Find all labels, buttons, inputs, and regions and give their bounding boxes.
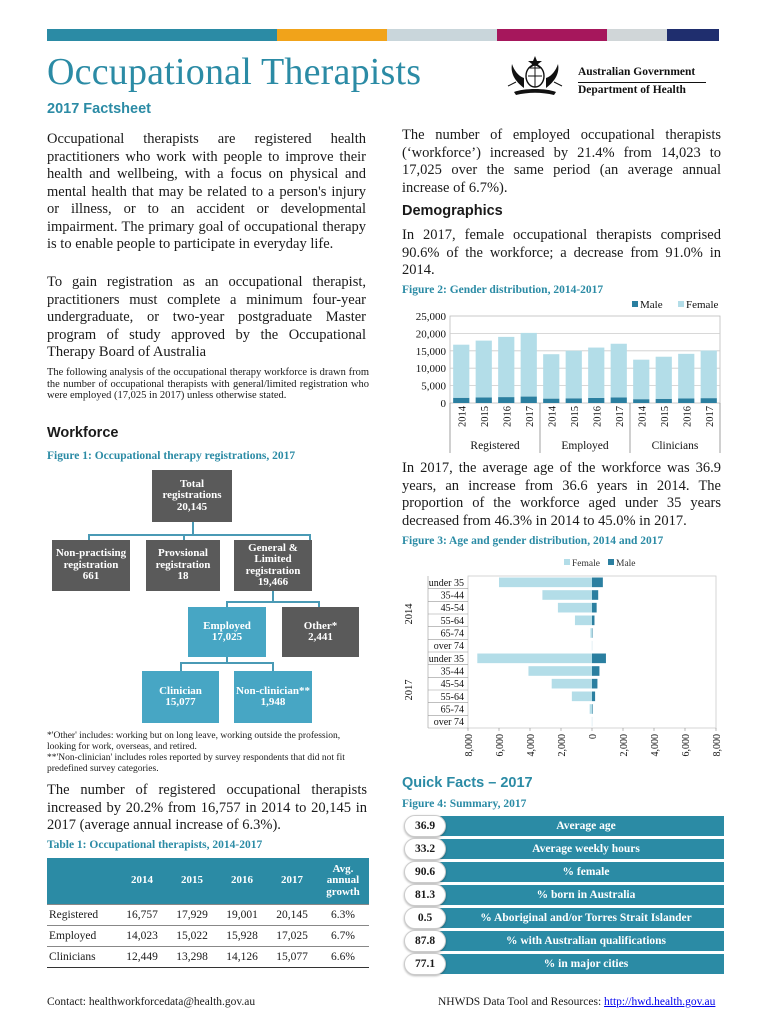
bar-male	[588, 398, 604, 403]
bar-male	[656, 399, 672, 403]
table-cell: 15,022	[167, 925, 217, 946]
group-label: Clinicians	[651, 440, 699, 452]
figure4-caption: Figure 4: Summary, 2017	[402, 798, 527, 810]
table-header: 2015	[167, 858, 217, 904]
quick-fact-row	[404, 885, 724, 905]
quick-facts-heading: Quick Facts – 2017	[402, 775, 533, 791]
table-cell: 15,928	[217, 925, 267, 946]
quick-fact-value: 90.6	[404, 861, 446, 883]
bar-female	[552, 679, 592, 689]
category-label: 55-64	[440, 615, 464, 627]
tree-total-registrations	[152, 470, 232, 522]
bar-male	[543, 399, 559, 403]
table-row	[47, 925, 369, 946]
group-label: 2017	[404, 679, 415, 701]
bar-male	[592, 666, 599, 676]
category-label: 55-64	[440, 691, 464, 703]
tree-note-nonclinician: **'Non-clinician' includes roles reported by survey respondents that did not fit predefined survey categories.	[47, 753, 345, 774]
tree-nonpractising-value: 661	[82, 570, 100, 583]
table-header-row	[47, 858, 369, 904]
y-tick-label: 25,000	[415, 311, 446, 323]
quick-fact-value: 33.2	[404, 838, 446, 860]
group-label: Employed	[561, 440, 609, 452]
quick-fact-row	[404, 931, 724, 951]
quick-fact-label: Average age	[438, 816, 724, 836]
table-cell: Employed	[47, 925, 117, 946]
table-cell: 6.3%	[317, 904, 369, 925]
x-tick-label: 2,000	[619, 734, 630, 757]
registered-paragraph: The number of registered occupational therapists increased by 20.2% from 16,757 in 2014 to 20,145 in 2017 (average annual increase of 6.3%).	[47, 782, 367, 833]
government-logo	[502, 52, 712, 98]
bar-female	[543, 354, 559, 398]
tree-nonclinician-label: Non-clinician**	[236, 684, 310, 697]
x-tick-label: 4,000	[650, 734, 661, 757]
category-label: 35-44	[440, 590, 464, 602]
bar-male	[592, 616, 594, 626]
tree-employed-label: Employed	[203, 619, 251, 632]
group-label: 2014	[404, 603, 415, 625]
bar-female	[528, 666, 592, 676]
bar-male	[476, 397, 492, 403]
bar-male	[592, 603, 597, 613]
table-row	[47, 904, 369, 925]
x-tick-label: 0	[588, 734, 599, 739]
bar-male	[678, 398, 694, 403]
x-tick-label: 2015	[479, 406, 491, 427]
x-tick-label: 2017	[524, 406, 536, 427]
legend-label: Female	[686, 299, 719, 311]
bar-female	[498, 337, 514, 397]
quick-fact-row	[404, 908, 724, 928]
bar-female	[521, 333, 537, 397]
y-tick-label: 20,000	[415, 328, 446, 341]
quick-fact-label: Average weekly hours	[438, 839, 724, 859]
category-label: over 74	[433, 717, 464, 729]
legend-swatch	[678, 301, 684, 307]
bar-male	[592, 578, 603, 588]
tree-employed-value: 17,025	[211, 631, 243, 643]
x-tick-label: 2015	[659, 406, 671, 427]
x-tick-label: 2014	[637, 406, 649, 427]
bar-female	[558, 603, 592, 613]
intro-paragraph-2: To gain registration as an occupational therapist, practitioners must complete a minimum four-year undergraduate, or two-year postgraduate Master program of study approved by the Occupational Therapy Board of Australia	[47, 274, 366, 360]
tree-employed	[188, 607, 266, 657]
page-subtitle: 2017 Factsheet	[47, 101, 151, 117]
footer-contact: Contact: healthworkforcedata@health.gov.au	[47, 996, 256, 1008]
bar-female	[477, 654, 592, 664]
tree-general-label: General & Limited registration	[245, 541, 301, 577]
quick-fact-label: % in major cities	[438, 954, 724, 974]
bar-female	[499, 578, 592, 588]
tree-nonclinician	[234, 671, 312, 723]
tree-note-other: *'Other' includes: working but on long leave, working outside the profession, looking for work, overseas, and retired.	[47, 731, 341, 752]
bar-female	[633, 360, 649, 399]
table-cell: 6.6%	[317, 946, 369, 967]
category-label: under 35	[428, 653, 464, 665]
table-cell: 14,023	[117, 925, 167, 946]
table-cell: 12,449	[117, 946, 167, 967]
tree-clinician-label: Clinician	[159, 684, 202, 697]
footer-link[interactable]: http://hwd.health.gov.au	[604, 996, 716, 1008]
quick-fact-row	[404, 816, 724, 836]
legend-swatch	[632, 301, 638, 307]
employed-paragraph: The number of employed occupational therapists (‘workforce’) increased by 21.4% from 14,023 to 17,025 over the same period (an average annual increase of 6.7%).	[402, 127, 721, 196]
x-tick-label: 2,000	[557, 734, 568, 757]
figure3-caption: Figure 3: Age and gender distribution, 2014 and 2017	[402, 535, 664, 547]
quick-fact-label: % born in Australia	[438, 885, 724, 905]
category-label: 35-44	[440, 666, 464, 678]
table-header: 2014	[117, 858, 167, 904]
quick-fact-label: % female	[438, 862, 724, 882]
gov-line1: Australian Government	[578, 66, 696, 78]
age-gender-chart	[398, 552, 726, 764]
category-label: 45-54	[440, 603, 464, 615]
bar-male	[566, 398, 582, 403]
x-tick-label: 8,000	[464, 734, 475, 757]
bar-male	[592, 679, 597, 689]
bar-male	[701, 398, 717, 403]
legend-label: Female	[572, 559, 600, 569]
quick-fact-value: 0.5	[404, 907, 446, 929]
top-color-bar	[47, 29, 719, 41]
gender-distribution-chart	[398, 296, 726, 456]
y-tick-label: 10,000	[415, 363, 446, 376]
bar-male	[521, 397, 537, 403]
y-tick-label: 5,000	[421, 380, 446, 393]
table-cell: 19,001	[217, 904, 267, 925]
x-tick-label: 8,000	[712, 734, 723, 757]
bar-male	[592, 692, 595, 702]
intro-paragraph-3: The following analysis of the occupational therapy workforce is drawn from the number of occupational therapists with general/limited registration who were employed (17,025 in 2017) unless otherwise stated.	[47, 367, 369, 401]
x-tick-label: 2014	[457, 406, 469, 427]
workforce-heading: Workforce	[47, 425, 119, 441]
female-paragraph: In 2017, female occupational therapists comprised 90.6% of the workforce; a decrease from 91.0% in 2014.	[402, 227, 721, 278]
tree-total-label: Total registrations	[162, 477, 222, 502]
quick-fact-row	[404, 862, 724, 882]
group-label: Registered	[470, 440, 520, 452]
quick-fact-value: 36.9	[404, 815, 446, 837]
table-cell: 6.7%	[317, 925, 369, 946]
x-tick-label: 2016	[682, 406, 694, 427]
bar-female	[476, 341, 492, 398]
y-tick-label: 0	[440, 398, 446, 410]
legend-label: Male	[640, 299, 663, 311]
tree-nonclinician-value: 1,948	[260, 696, 286, 708]
x-tick-label: 2014	[547, 406, 559, 427]
bar-male	[611, 397, 627, 403]
category-label: 65-74	[440, 628, 464, 640]
bar-female	[588, 348, 604, 398]
bar-male	[592, 704, 593, 714]
tree-provisional-value: 18	[177, 570, 189, 583]
table-cell: 17,025	[267, 925, 317, 946]
table-cell: Clinicians	[47, 946, 117, 967]
intro-paragraph-1: Occupational therapists are registered health practitioners who work with people to improve their health and wellbeing, with a focus on physical and mental health that may be related to a person's injury or illness, or to an accident or developmental impairment. The primary goal of occupational therapy is to enable people to participate in everyday life.	[47, 131, 366, 252]
tree-other	[282, 607, 359, 657]
gov-text	[578, 63, 695, 99]
table-row	[47, 946, 369, 967]
quick-fact-row	[404, 839, 724, 859]
bar-female	[453, 345, 469, 398]
bar-male	[633, 399, 649, 403]
quick-fact-label: % Aboriginal and/or Torres Strait Islander	[438, 908, 724, 928]
bar-female	[611, 344, 627, 398]
tree-total-value: 20,145	[176, 500, 208, 513]
figure2-caption: Figure 2: Gender distribution, 2014-2017	[402, 284, 604, 296]
table1-caption: Table 1: Occupational therapists, 2014-2017	[47, 839, 263, 851]
x-tick-label: 2017	[614, 406, 626, 427]
tree-general-limited	[234, 540, 312, 591]
tree-other-label: Other*	[303, 619, 338, 632]
table-header	[47, 858, 117, 904]
bar-female	[678, 354, 694, 399]
bar-male	[498, 397, 514, 403]
x-tick-label: 2016	[592, 406, 604, 427]
tree-nonpractising-label: Non-practising registration	[55, 547, 127, 571]
category-label: under 35	[428, 577, 464, 589]
category-label: 65-74	[440, 704, 464, 716]
figure1-caption: Figure 1: Occupational therapy registrations, 2017	[47, 450, 296, 462]
quick-fact-value: 87.8	[404, 930, 446, 952]
y-tick-label: 15,000	[415, 345, 446, 358]
table-cell: 13,298	[167, 946, 217, 967]
bar-female	[575, 616, 592, 626]
x-tick-label: 2017	[704, 406, 716, 427]
table-header: 2016	[217, 858, 267, 904]
bar-male	[453, 398, 469, 403]
quick-fact-label: % with Australian qualifications	[438, 931, 724, 951]
tree-nonpractising	[52, 540, 130, 591]
legend-swatch	[564, 559, 570, 565]
bar-female	[701, 351, 717, 399]
x-tick-label: 6,000	[495, 734, 506, 757]
category-label: 45-54	[440, 679, 464, 691]
quick-fact-row	[404, 954, 724, 974]
x-tick-label: 4,000	[526, 734, 537, 757]
bar-male	[592, 590, 598, 600]
quick-fact-value: 77.1	[404, 953, 446, 975]
table-header: 2017	[267, 858, 317, 904]
bar-female	[572, 692, 592, 702]
bar-female	[566, 351, 582, 399]
tree-clinician	[142, 671, 219, 723]
quick-fact-value: 81.3	[404, 884, 446, 906]
gov-line2: Department of Health	[578, 84, 686, 96]
legend-swatch	[608, 559, 614, 565]
x-tick-label: 2016	[502, 406, 514, 427]
tree-other-value: 2,441	[308, 631, 333, 643]
occupational-therapists-table	[47, 858, 369, 968]
bar-female	[542, 590, 592, 600]
age-paragraph: In 2017, the average age of the workforce was 36.9 years, an increase from 36.6 years in 2014. The proportion of the workforce aged under 35 years decreased from 46.3% in 2014 to 45.0% in 2017.	[402, 460, 721, 529]
tree-provisional	[146, 540, 220, 591]
bar-female	[590, 628, 592, 638]
coat-of-arms-icon	[502, 52, 568, 98]
table-cell: 17,929	[167, 904, 217, 925]
table-cell: Registered	[47, 904, 117, 925]
table-cell: 16,757	[117, 904, 167, 925]
bar-female	[656, 357, 672, 399]
tree-provisional-label: Provsional registration	[155, 547, 211, 571]
demographics-heading: Demographics	[402, 203, 503, 219]
table-header: Avg. annual growth	[317, 858, 369, 904]
table-cell: 15,077	[267, 946, 317, 967]
legend-label: Male	[616, 559, 636, 569]
x-tick-label: 6,000	[681, 734, 692, 757]
x-tick-label: 2015	[569, 406, 581, 427]
bar-male	[592, 654, 606, 664]
footer-resources-label: NHWDS Data Tool and Resources:	[438, 996, 602, 1008]
bar-female	[590, 704, 592, 714]
tree-clinician-value: 15,077	[165, 696, 196, 708]
page-title: Occupational Therapists	[47, 51, 422, 93]
gov-divider	[578, 82, 706, 83]
table-cell: 20,145	[267, 904, 317, 925]
tree-general-value: 19,466	[257, 576, 289, 588]
category-label: over 74	[433, 641, 464, 653]
footer-resources	[438, 996, 715, 1008]
table-cell: 14,126	[217, 946, 267, 967]
